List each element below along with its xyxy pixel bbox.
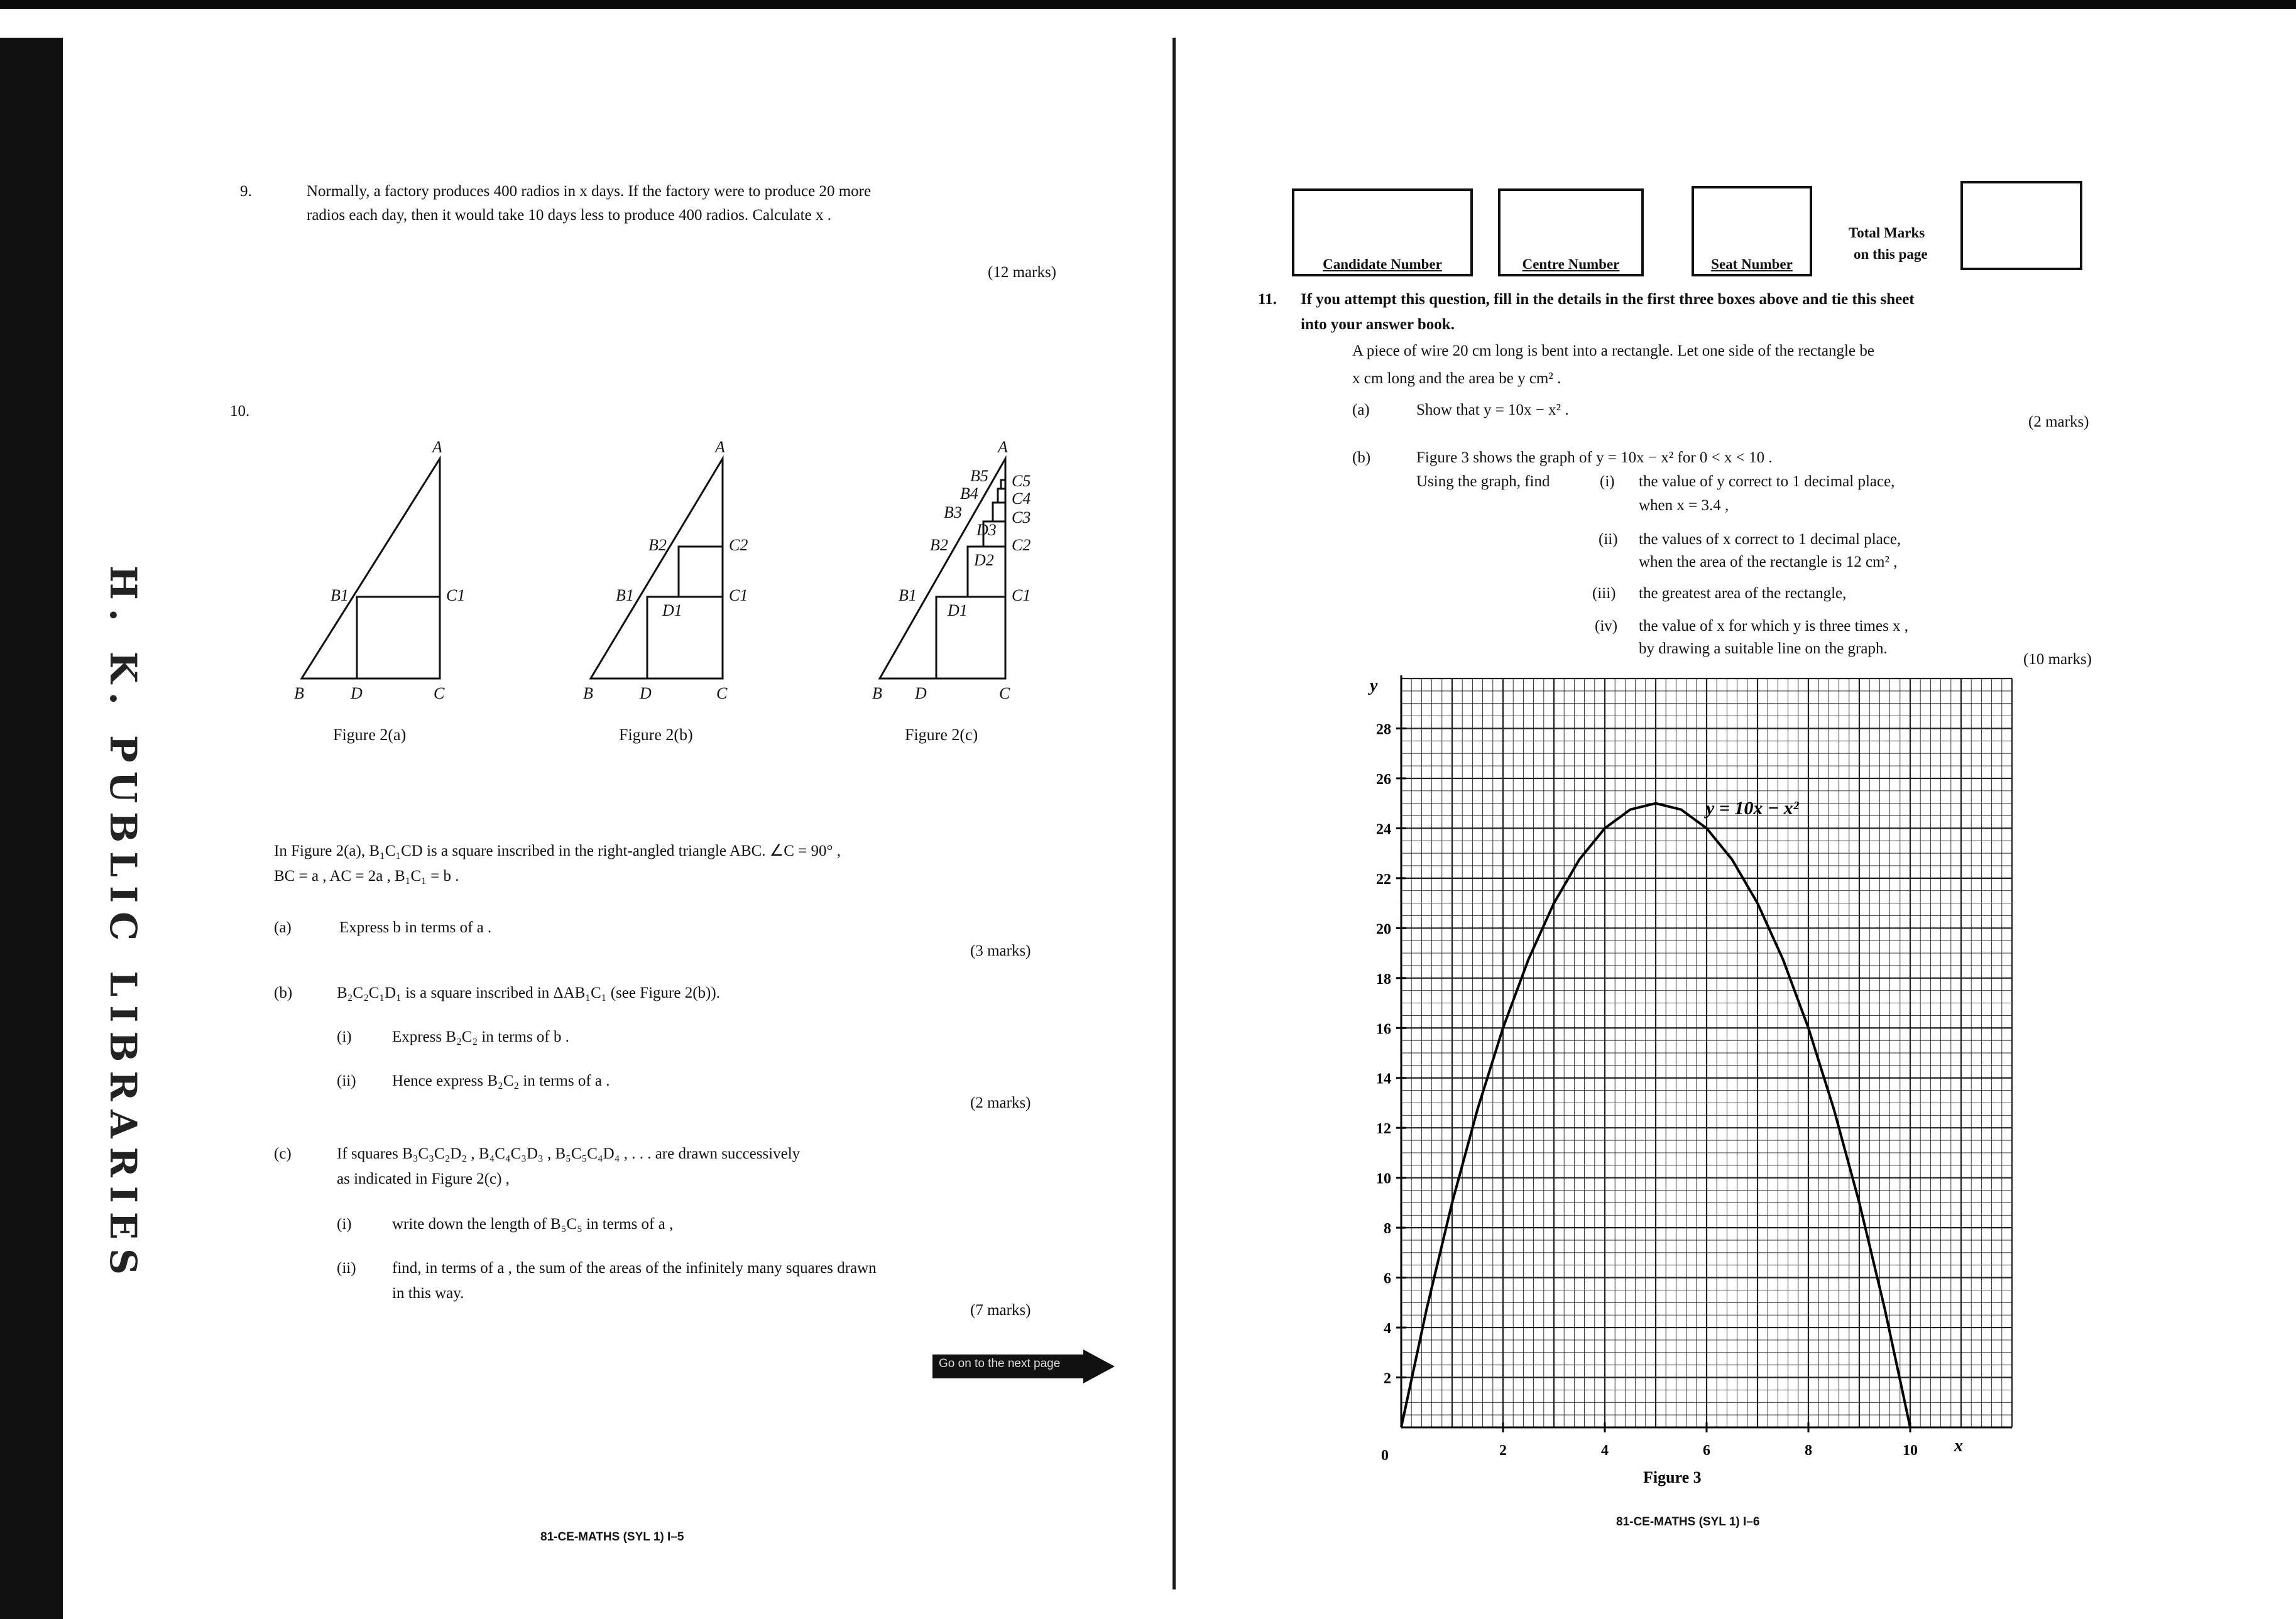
q11-number: 11. (1258, 291, 1277, 308)
candidate-number-box[interactable] (1292, 188, 1473, 276)
q11-instruction-line2: into your answer book. (1301, 316, 1455, 333)
total-marks-label-line1: Total Marks (1849, 225, 1925, 241)
q11-intro-line1: A piece of wire 20 cm long is bent into a rectangle. Let one side of the rectangle be (1352, 342, 1874, 359)
centre-number-label: Centre Number (1522, 256, 1620, 272)
q11-intro-line2: x cm long and the area be y cm² . (1352, 370, 1561, 387)
q11b-iv-label: (iv) (1595, 618, 1618, 635)
turn-over-text: Go on to the next page (939, 1357, 1061, 1370)
y-tick-label: 6 (1384, 1270, 1391, 1287)
fig2c-label-D1: D1 (948, 601, 968, 619)
seat-number-label: Seat Number (1711, 256, 1793, 272)
q11-instruction-line1: If you attempt this question, fill in the details in the first three boxes above and tie this sheet (1301, 291, 1915, 308)
scan-left-edge (0, 38, 63, 1619)
y-tick-label: 8 (1384, 1221, 1391, 1238)
y-tick-label: 18 (1376, 971, 1391, 988)
fig2c-label-C: C (999, 684, 1010, 702)
fig2c-label-C5: C5 (1012, 472, 1031, 490)
fig2b-label-B: B (583, 684, 593, 702)
fig2c-label-C4: C4 (1012, 489, 1031, 508)
fig2c-label-C2: C2 (1012, 536, 1031, 554)
q11b-iv-text-line1: the value of x for which y is three times x , (1639, 618, 1909, 635)
fig2b-label-B2: B2 (648, 536, 667, 554)
fig2c-label-D3: D3 (976, 521, 997, 539)
x-tick-label: 10 (1903, 1442, 1918, 1459)
y-tick-label: 26 (1376, 771, 1391, 788)
figure-3-graph (1351, 666, 2042, 1495)
q11a-marks: (2 marks) (2028, 413, 2089, 430)
centre-number-box[interactable] (1498, 188, 1644, 276)
fig2c-label-D2: D2 (974, 551, 994, 569)
graph-y-axis-label: y (1370, 676, 1378, 695)
q10-figures (276, 427, 1106, 754)
q10b-ii-label: (ii) (337, 1072, 356, 1089)
seat-number-box[interactable] (1692, 186, 1812, 276)
q10-number: 10. (230, 403, 250, 420)
y-tick-label: 16 (1376, 1021, 1391, 1038)
y-tick-label: 22 (1376, 871, 1391, 888)
q10a-label: (a) (274, 919, 292, 936)
fig2c-label-A: A (998, 438, 1008, 456)
fig2a-label-B1: B1 (331, 586, 349, 604)
fig2a-label-A: A (432, 438, 442, 456)
q10c-marks: (7 marks) (970, 1302, 1031, 1319)
q11b-iv-text-line2: by drawing a suitable line on the graph. (1639, 640, 1888, 657)
fig2b-label-D: D (640, 684, 652, 702)
graph-curve-label: y = 10x − x² (1706, 798, 1799, 819)
y-tick-label: 2 (1384, 1370, 1391, 1387)
fig2c-label-B4: B4 (960, 484, 978, 503)
q11b-find: Using the graph, find (1416, 473, 1550, 490)
q9-line1: Normally, a factory produces 400 radios in x days. If the factory were to produce 20 more (307, 183, 872, 200)
fig2a-label-C1: C1 (446, 586, 466, 604)
page-spine (1173, 38, 1176, 1589)
q11b-ii-label: (ii) (1599, 531, 1618, 548)
fig2c-label-B3: B3 (944, 503, 962, 521)
q10c-text-line2: as indicated in Figure 2(c) , (337, 1170, 510, 1187)
q11b-ii-text-line1: the values of x correct to 1 decimal place, (1639, 531, 1901, 548)
q10b-marks: (2 marks) (970, 1094, 1031, 1111)
q10-intro-line2: BC = a , AC = 2a , B₁C₁ = b . (274, 868, 459, 885)
scan-top-edge (0, 0, 2296, 9)
x-tick-label: 8 (1805, 1442, 1812, 1459)
y-tick-label: 14 (1376, 1071, 1391, 1088)
library-stamp: H. K. PUBLIC LIBRARIES (102, 565, 145, 1284)
fig2c-label-B1: B1 (899, 586, 917, 604)
fig2c-label-C1: C1 (1012, 586, 1031, 604)
q9-number: 9. (240, 183, 252, 200)
q10a-marks: (3 marks) (970, 942, 1031, 959)
fig2c-label-B2: B2 (930, 536, 948, 554)
fig2b-label-C1: C1 (729, 586, 748, 604)
q11b-i-text-line1: the value of y correct to 1 decimal place, (1639, 473, 1895, 490)
q10c-ii-text-line1: find, in terms of a , the sum of the areas of the infinitely many squares drawn (392, 1260, 877, 1277)
q11b-iii-label: (iii) (1592, 585, 1616, 602)
fig2b-caption: Figure 2(b) (619, 726, 693, 744)
q10b-text: B₂C₂C₁D₁ is a square inscribed in ΔAB₁C₁ (see Figure 2(b)). (337, 984, 720, 1001)
left-footer: 81-CE-MATHS (SYL 1) I–5 (540, 1530, 684, 1544)
q11b-i-label: (i) (1600, 473, 1615, 490)
fig2c-label-B: B (872, 684, 882, 702)
q11b-text: Figure 3 shows the graph of y = 10x − x² for 0 < x < 10 . (1416, 449, 1773, 466)
q10c-label: (c) (274, 1145, 292, 1162)
q11a-text: Show that y = 10x − x² . (1416, 401, 1569, 418)
graph-grid (1401, 679, 2012, 1427)
fig2a-caption: Figure 2(a) (333, 726, 407, 744)
x-tick-label: 6 (1703, 1442, 1710, 1459)
graph-caption: Figure 3 (1643, 1468, 1702, 1486)
q11b-label: (b) (1352, 449, 1371, 466)
fig2c-label-C3: C3 (1012, 508, 1031, 526)
q11b-ii-text-line2: when the area of the rectangle is 12 cm² , (1639, 553, 1898, 570)
x-tick-label: 2 (1499, 1442, 1507, 1459)
y-tick-label: 28 (1376, 721, 1391, 738)
graph-x-axis-label: x (1954, 1436, 1963, 1456)
q11b-iii-text: the greatest area of the rectangle, (1639, 585, 1847, 602)
y-tick-label: 24 (1376, 821, 1391, 838)
fig2a-label-B: B (294, 684, 304, 702)
fig2a-label-D: D (351, 684, 363, 702)
q9-line2: radios each day, then it would take 10 days less to produce 400 radios. Calculate x . (307, 207, 831, 224)
q10b-ii-text: Hence express B₂C₂ in terms of a . (392, 1072, 610, 1089)
y-tick-label: 10 (1376, 1170, 1391, 1187)
total-marks-box[interactable] (1960, 181, 2082, 270)
fig2c-label-D: D (915, 684, 927, 702)
q9-marks: (12 marks) (988, 264, 1056, 281)
q10b-label: (b) (274, 984, 293, 1001)
right-footer: 81-CE-MATHS (SYL 1) I–6 (1616, 1515, 1760, 1529)
q10-intro-line1: In Figure 2(a), B₁C₁CD is a square inscribed in the right-angled triangle ABC. ∠C = 90° , (274, 842, 841, 859)
q11a-label: (a) (1352, 401, 1370, 418)
q10b-i-label: (i) (337, 1028, 352, 1045)
q11b-i-text-line2: when x = 3.4 , (1639, 497, 1729, 514)
graph-origin-label: 0 (1381, 1447, 1389, 1464)
y-tick-label: 4 (1384, 1321, 1391, 1338)
y-tick-label: 12 (1376, 1121, 1391, 1138)
y-tick-label: 20 (1376, 921, 1391, 938)
fig2b-label-B1: B1 (616, 586, 634, 604)
candidate-number-label: Candidate Number (1323, 256, 1442, 272)
fig2c-label-B5: B5 (970, 467, 988, 485)
fig2b-label-C2: C2 (729, 536, 748, 554)
fig2b-label-A: A (715, 438, 725, 456)
q10c-i-label: (i) (337, 1216, 352, 1233)
q10a-text: Express b in terms of a . (339, 919, 492, 936)
fig2a-label-C: C (434, 684, 445, 702)
total-marks-label-line2: on this page (1854, 246, 1928, 262)
q11b-marks: (10 marks) (2023, 651, 2092, 668)
fig2b-label-C: C (716, 684, 728, 702)
fig2c-caption: Figure 2(c) (905, 726, 978, 744)
q10c-i-text: write down the length of B₅C₅ in terms of a , (392, 1216, 674, 1233)
fig2b-label-D1: D1 (662, 601, 682, 619)
q10b-i-text: Express B₂C₂ in terms of b . (392, 1028, 569, 1045)
q10c-text-line1: If squares B₃C₃C₂D₂ , B₄C₄C₃D₃ , B₅C₅C₄D₄ , . . . are drawn successively (337, 1145, 801, 1162)
q10c-ii-text-line2: in this way. (392, 1285, 464, 1302)
x-tick-label: 4 (1601, 1442, 1609, 1459)
q10c-ii-label: (ii) (337, 1260, 356, 1277)
